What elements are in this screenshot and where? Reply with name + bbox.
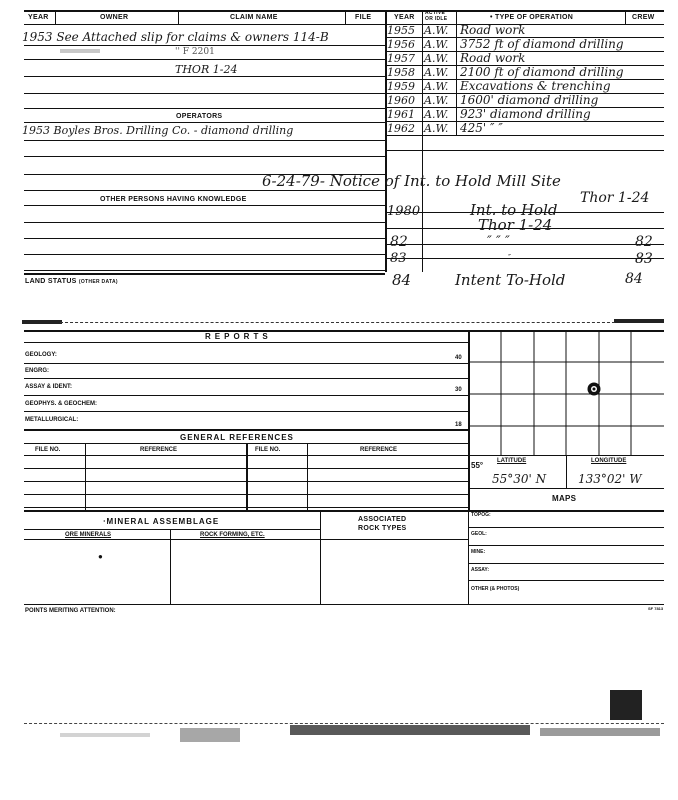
coords-bottom-rule (469, 488, 664, 489)
op-description: 3752 ft of diamond drilling (460, 37, 624, 51)
year-col-sep (422, 10, 423, 272)
other-persons-rule (24, 238, 385, 239)
op-year: 1956 (387, 38, 415, 51)
land-status-rule (24, 273, 385, 275)
points-meriting-attention: POINTS MERITING ATTENTION: (25, 608, 116, 614)
op-description: Excavations & trenching (460, 79, 611, 93)
later-rule (385, 258, 664, 259)
scan-block (610, 690, 642, 720)
location-grid (469, 330, 664, 455)
scan-smear (540, 728, 660, 736)
op-status: A.W. (424, 108, 449, 121)
reports-rule (24, 342, 468, 343)
op-status: A.W. (424, 94, 449, 107)
scan-noise (60, 49, 100, 53)
op-rule (385, 135, 664, 136)
later-end-83: 83 (635, 251, 653, 267)
op-description: 923' diamond drilling (460, 107, 591, 121)
latitude-label: LATITUDE (497, 458, 527, 464)
later-year-83: 83 (390, 251, 407, 266)
op-year: 1955 (387, 24, 415, 37)
maps-assay: ASSAY: (471, 567, 490, 573)
maps-other: OTHER (& PHOTOS) (471, 586, 520, 592)
operators-rule (24, 140, 385, 141)
coords-col-sep (566, 455, 567, 488)
later-end-82: 82 (635, 234, 653, 250)
maps-rule (469, 580, 664, 581)
maps-geol: GEOL: (471, 531, 487, 537)
op-description: Road work (460, 23, 526, 37)
notice-of-intent: 6-24-79- Notice of Int. to Hold Mill Site (262, 172, 561, 190)
scan-smudge (614, 319, 664, 323)
maps-rule (469, 563, 664, 564)
reports-rule (24, 429, 468, 431)
location-marker-icon (586, 381, 602, 397)
later-text-thor: Thor 1-24 (478, 216, 553, 234)
rock-forming-label: ROCK FORMING, ETC. (200, 532, 265, 538)
lower-top-rule (60, 322, 615, 323)
genref-col-sep (307, 443, 308, 510)
owner-rule (24, 76, 385, 77)
mineral-rule (24, 529, 320, 530)
reports-num-18: 18 (455, 422, 462, 428)
genref-bottom-rule (24, 510, 664, 512)
genref-reference-2: REFERENCE (360, 447, 398, 453)
header-owner: OWNER (100, 14, 129, 21)
reports-rule (24, 411, 468, 412)
op-status: A.W. (424, 66, 449, 79)
land-status-label: LAND STATUS (OTHER DATA) (25, 278, 118, 285)
operators-rule (24, 190, 385, 191)
scan-edge-line (24, 723, 664, 724)
mineral-assemblage-title: ⋅MINERAL ASSEMBLAGE (103, 517, 220, 526)
op-rule (385, 150, 664, 151)
op-year: 1957 (387, 52, 415, 65)
mineral-col-sep (320, 510, 321, 604)
maps-rule (469, 545, 664, 546)
scan-smear (60, 733, 150, 737)
op-year: 1958 (387, 66, 415, 79)
other-persons-rule (24, 222, 385, 223)
header-type-of-operation: • TYPE OF OPERATION (490, 14, 574, 21)
reports-num-30: 30 (455, 387, 462, 393)
genref-col-sep (246, 443, 248, 510)
later-text-intent-to-hold: Intent To-Hold (455, 271, 566, 289)
maps-title: MAPS (552, 494, 577, 503)
longitude-label: LONGITUDE (591, 458, 627, 464)
scan-smear (180, 728, 240, 742)
maps-rule (469, 527, 664, 528)
owner-rule (24, 108, 385, 109)
reports-rule (24, 363, 468, 364)
op-status: A.W. (424, 38, 449, 51)
op-year: 1962 (387, 122, 415, 135)
other-persons-title: OTHER PERSONS HAVING KNOWLEDGE (100, 196, 247, 203)
op-year: 1960 (387, 94, 415, 107)
col-sep (345, 10, 346, 24)
reports-geophys: GEOPHYS. & GEOCHEM: (25, 401, 98, 407)
reports-assay: ASSAY & IDENT: (25, 384, 73, 390)
col-sep (178, 10, 179, 24)
mineral-col-sep (170, 529, 171, 604)
later-year-82: 82 (390, 234, 408, 250)
header-crew: CREW (632, 14, 655, 21)
op-description: Road work (460, 51, 526, 65)
reports-rule (24, 395, 468, 396)
header-active-idle: ACTIVE OR IDLE (425, 10, 448, 22)
later-end-84: 84 (625, 271, 643, 287)
header-bottom-rule (24, 24, 664, 25)
associated-label: ASSOCIATED (358, 516, 407, 523)
general-references-title: GENERAL REFERENCES (180, 433, 294, 442)
op-status: A.W. (424, 24, 449, 37)
operators-title: OPERATORS (176, 113, 223, 120)
top-border (24, 10, 664, 12)
later-ditto-82: ″ ″ ″ (487, 234, 510, 249)
status-col-sep (456, 10, 457, 135)
reports-rule (24, 378, 468, 379)
later-text-int-to-hold: Int. to Hold (470, 201, 558, 219)
reports-geology: GEOLOGY: (25, 352, 57, 358)
other-persons-rule (24, 205, 385, 206)
mineral-col-sep (468, 510, 469, 604)
genref-reference-1: REFERENCE (140, 447, 178, 453)
ore-minerals-label: ORE MINERALS (65, 532, 112, 538)
op-year: 1959 (387, 80, 415, 93)
genref-file-no-2: FILE NO. (255, 447, 281, 453)
owner-rule (24, 93, 385, 94)
owner-rule (24, 45, 385, 46)
maps-mine: MINE: (471, 549, 486, 555)
op-status: A.W. (424, 80, 449, 93)
other-persons-rule (24, 270, 385, 271)
operators-rule (24, 122, 385, 123)
form-number: SF 7813 (648, 606, 664, 611)
scan-smudge (22, 320, 62, 324)
ore-minerals-tick: ● (98, 552, 103, 561)
op-status: A.W. (424, 122, 449, 135)
later-year-84: 84 (392, 271, 412, 289)
header-file: FILE (355, 14, 372, 21)
header-year: YEAR (28, 14, 49, 21)
genref-col-sep (85, 443, 86, 510)
op-description: 425' ″ ″ (460, 121, 503, 135)
col-sep (625, 10, 626, 24)
other-persons-rule (24, 254, 385, 255)
coords-num-55: 55° (471, 461, 484, 470)
notice-thor: Thor 1-24 (580, 190, 650, 206)
mineral-bottom-rule (24, 604, 664, 605)
owner-entry-1953: 1953 See Attached slip for claims & owners 114-B (22, 30, 329, 44)
reports-metallurgical: METALLURGICAL: (25, 417, 79, 423)
later-ditto-83: ″ (508, 253, 511, 262)
later-rule (385, 244, 664, 245)
operators-rule (24, 156, 385, 157)
reports-engrg: ENGRG: (25, 368, 49, 374)
maps-topog: TOPOG: (471, 512, 491, 518)
rock-types-label: ROCK TYPES (358, 525, 407, 532)
reports-title: REPORTS (205, 332, 272, 341)
reports-num-40: 40 (455, 355, 462, 361)
op-status: A.W. (424, 52, 449, 65)
header-year-2: YEAR (394, 14, 415, 21)
later-year-1980: 1980 (387, 204, 421, 219)
header-claim-name: CLAIM NAME (230, 14, 278, 21)
op-description: 1600' diamond drilling (460, 93, 599, 107)
op-description: 2100 ft of diamond drilling (460, 65, 624, 79)
operators-entry: 1953 Boyles Bros. Drilling Co. - diamond drilling (22, 124, 294, 137)
op-year: 1961 (387, 108, 415, 121)
mineral-rule (24, 539, 468, 540)
latitude-value: 55°30' N (492, 472, 547, 486)
owner-rule (24, 59, 385, 60)
col-sep (55, 10, 56, 24)
scan-smear (290, 725, 530, 735)
longitude-value: 133°02' W (578, 472, 642, 486)
owner-entry-file-no: '' F 2201 (175, 47, 215, 57)
genref-file-no-1: FILE NO. (35, 447, 61, 453)
owner-entry-claim-name: THOR 1-24 (175, 63, 238, 76)
